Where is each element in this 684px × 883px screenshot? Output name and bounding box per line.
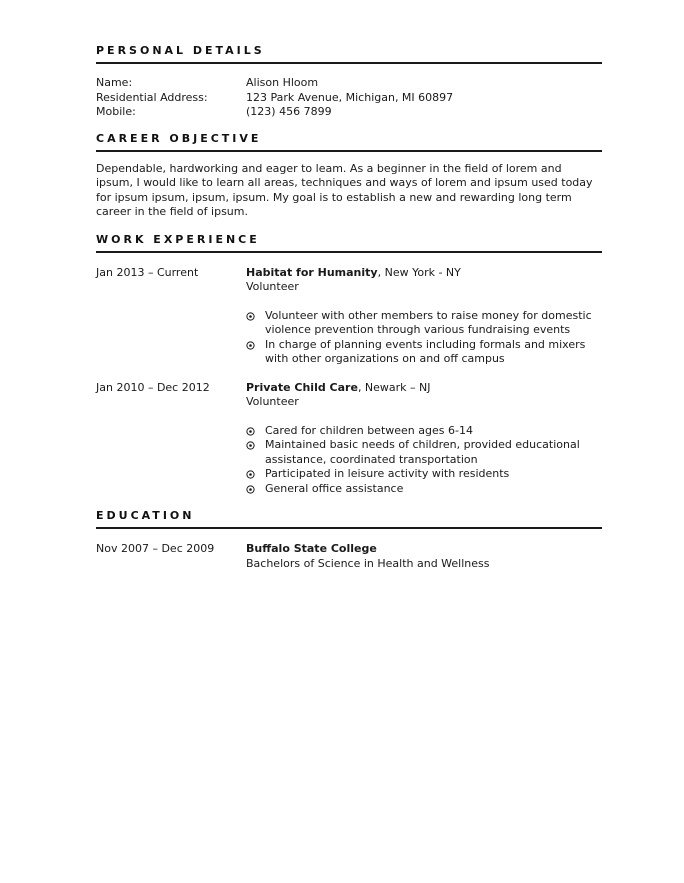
- personal-row-name: [96, 76, 602, 91]
- circled-dot-bullet-icon: [246, 309, 265, 338]
- career-objective-text: Dependable, hardworking and eager to leam. As a beginner in the field of lorem and ipsum, I would like to learn all areas, techniques and ways of lorem and ipsum used today for ipsum ipsum, ipsum, ipsum. My goal is to establish a new and rewarding long term career in the field of ipsum.: [96, 161, 593, 218]
- bullet-text: Volunteer with other members to raise money for domestic violence prevention through various fundraising events: [265, 308, 592, 336]
- personal-row-address: [96, 91, 602, 106]
- list-item: [246, 438, 602, 467]
- job-location: , Newark – NJ: [357, 380, 431, 394]
- education-section: [96, 509, 602, 571]
- career-objective-heading: CAREER OBJECTIVE: [96, 132, 602, 152]
- name-label: Name:: [96, 76, 133, 89]
- job-organization: Private Child Care: [246, 380, 358, 394]
- personal-row-mobile: [96, 105, 602, 120]
- bullet-text: Maintained basic needs of children, provided educational assistance, coordinated transportation: [265, 438, 580, 466]
- list-item: [246, 482, 602, 497]
- career-objective-section: [96, 132, 602, 220]
- job-role: Volunteer: [246, 280, 299, 293]
- education-degree: Bachelors of Science in Health and Wellness: [246, 556, 490, 570]
- personal-details-rows: [96, 76, 602, 120]
- name-value: Alison Hloom: [246, 76, 319, 89]
- job-bullets: [246, 309, 602, 367]
- job-organization: Habitat for Humanity: [246, 265, 378, 279]
- education-school: Buffalo State College: [246, 542, 377, 555]
- bullet-text: General office assistance: [265, 481, 404, 495]
- education-date: Nov 2007 – Dec 2009: [96, 542, 215, 555]
- job-date: Jan 2013 – Current: [96, 265, 199, 279]
- mobile-label: Mobile:: [96, 105, 136, 118]
- address-label: Residential Address:: [96, 90, 208, 104]
- bullet-text: Cared for children between ages 6-14: [265, 423, 473, 437]
- job-role: Volunteer: [246, 395, 299, 408]
- address-value: 123 Park Avenue, Michigan, MI 60897: [246, 90, 454, 104]
- list-item: [246, 467, 602, 482]
- education-entry: [96, 542, 602, 571]
- job-location: , New York - NY: [377, 265, 461, 279]
- circled-dot-bullet-icon: [246, 467, 265, 482]
- list-item: [246, 309, 602, 338]
- circled-dot-bullet-icon: [246, 438, 265, 467]
- circled-dot-bullet-icon: [246, 338, 265, 367]
- education-details: [246, 542, 602, 571]
- resume-page: [96, 44, 602, 571]
- bullet-text: Participated in leisure activity with residents: [265, 467, 510, 480]
- personal-details-heading: PERSONAL DETAILS: [96, 44, 602, 64]
- personal-details-section: [96, 44, 602, 120]
- job-entry: [96, 266, 602, 367]
- work-experience-heading: WORK EXPERIENCE: [96, 233, 602, 253]
- job-bullets: [246, 424, 602, 497]
- list-item: [246, 424, 602, 439]
- job-entry: [96, 381, 602, 497]
- job-details: [246, 266, 602, 367]
- education-heading: EDUCATION: [96, 509, 602, 529]
- job-date: Jan 2010 – Dec 2012: [96, 380, 210, 394]
- job-details: [246, 381, 602, 497]
- circled-dot-bullet-icon: [246, 482, 265, 497]
- list-item: [246, 338, 602, 367]
- bullet-text: In charge of planning events including formals and mixers with other organizations on and off campus: [265, 337, 586, 365]
- job-employer-line: [246, 266, 602, 281]
- job-employer-line: [246, 381, 602, 396]
- work-experience-section: [96, 233, 602, 497]
- mobile-value: (123) 456 7899: [246, 105, 332, 118]
- circled-dot-bullet-icon: [246, 424, 265, 439]
